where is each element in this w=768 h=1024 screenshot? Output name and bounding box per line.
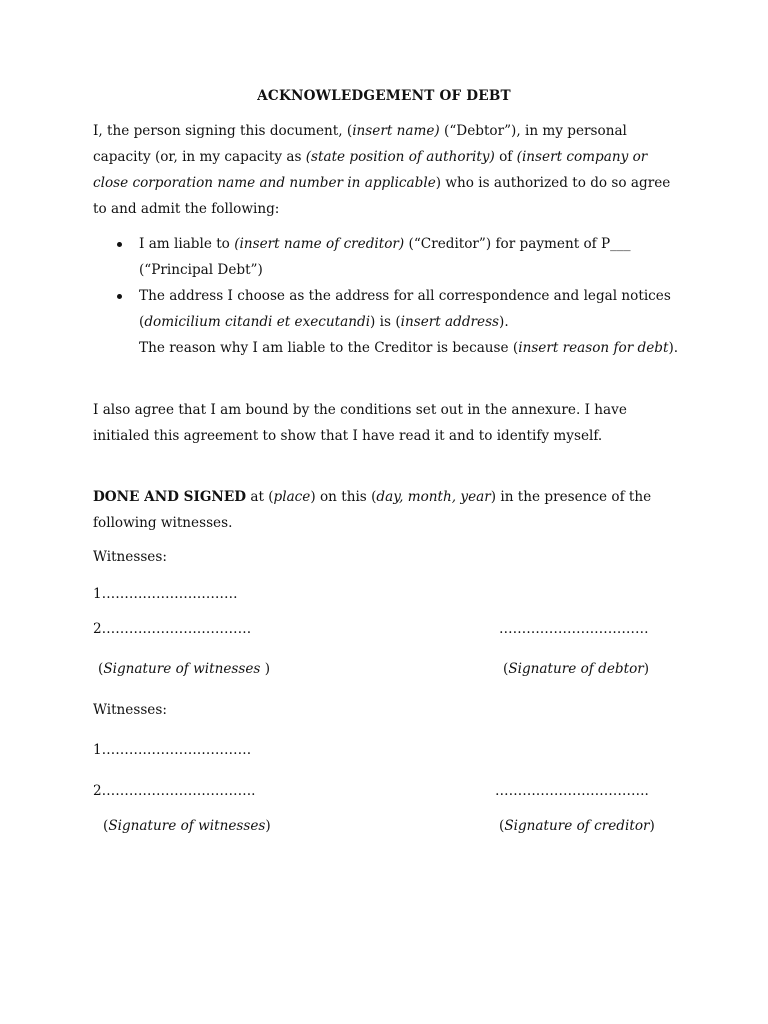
bullet-item-address: [93, 283, 683, 361]
bullet1-text-2: (“Creditor”) for payment of P___ (“Principal Debt”): [139, 236, 631, 278]
intro-text-3: of: [494, 149, 517, 165]
caption-paren-close: ): [643, 661, 650, 677]
intro-placeholder-company: (insert company or close corporation name and number in applicable: [93, 149, 648, 191]
bullet-list: [93, 231, 683, 361]
creditor-signature-line[interactable]: …………………………….: [495, 783, 649, 799]
witnesses-label-1: Witnesses:: [93, 549, 167, 565]
witness-line-2a[interactable]: 1……………………………: [93, 742, 252, 758]
caption-text: Signature of debtor: [508, 661, 644, 677]
bullet2-text-1: The address I choose as the address for all correspondence and legal notices (: [139, 288, 671, 330]
bullet2-text-5: ).: [668, 340, 679, 356]
bullet2-reason-text: The reason why I am liable to the Creditor is because (: [139, 340, 519, 356]
annexure-paragraph: I also agree that I am bound by the conditions set out in the annexure. I have initialed this agreement to show that I have read it and to identify myself.: [93, 402, 627, 444]
intro-text-4: ) who is authorized to do so agree to and admit the following:: [93, 175, 671, 217]
bullet2-text-3: ).: [499, 314, 509, 330]
signature-of-witnesses-caption-2: [103, 817, 271, 835]
bullet-icon: [117, 294, 122, 299]
done-placeholder-place: place: [273, 489, 311, 505]
intro-text-2: (“Debtor”), in my personal capacity (or, in my capacity as: [93, 123, 627, 165]
debtor-signature-line[interactable]: ……………………………: [499, 621, 649, 637]
witnesses-label-2: Witnesses:: [93, 702, 167, 718]
bullet1-placeholder-creditor: (insert name of creditor): [234, 236, 405, 252]
caption-paren-close: ): [649, 818, 655, 834]
done-text-1: at (: [246, 489, 274, 505]
caption-text: Signature of witnesses: [108, 818, 266, 834]
done-signed-paragraph: [93, 484, 683, 536]
signature-of-debtor-caption: [503, 660, 649, 678]
caption-paren-close: ): [265, 818, 271, 834]
bullet-item-liability: [93, 231, 683, 283]
caption-paren-open: (: [98, 661, 104, 677]
bullet-icon: [117, 242, 122, 247]
done-signed-heading: DONE AND SIGNED: [93, 489, 247, 505]
caption-text: Signature of witnesses: [103, 661, 265, 677]
done-text-2: ) on this (: [310, 489, 377, 505]
bullet2-placeholder-reason: insert reason for debt: [518, 340, 669, 356]
bullet2-text-2: ) is (: [370, 314, 401, 330]
signature-of-creditor-caption: [499, 817, 655, 835]
caption-paren-close: ): [264, 661, 271, 677]
intro-paragraph: [93, 118, 683, 222]
caption-paren-open: (: [503, 661, 509, 677]
bullet1-text-1: I am liable to: [139, 236, 235, 252]
document-title: ACKNOWLEDGEMENT OF DEBT: [257, 88, 511, 104]
intro-placeholder-name: insert name): [352, 123, 440, 139]
done-text-3: ) in the presence of the following witnesses.: [93, 489, 652, 531]
witness-line-1a[interactable]: 1…………………………: [93, 586, 238, 602]
intro-text-1: I, the person signing this document, (: [93, 123, 353, 139]
caption-text: Signature of creditor: [504, 818, 650, 834]
bullet2-domicilium: domicilium citandi et executandi: [144, 314, 371, 330]
intro-placeholder-position: (state position of authority): [305, 149, 495, 165]
bullet2-placeholder-address: insert address: [400, 314, 500, 330]
signature-of-witnesses-caption-1: [98, 660, 270, 678]
caption-paren-open: (: [499, 818, 505, 834]
witness-line-1b[interactable]: 2……………………………: [93, 621, 252, 637]
witness-line-2b[interactable]: 2…………………………….: [93, 783, 256, 799]
caption-paren-open: (: [103, 818, 109, 834]
done-placeholder-date: day, month, year: [376, 489, 491, 505]
